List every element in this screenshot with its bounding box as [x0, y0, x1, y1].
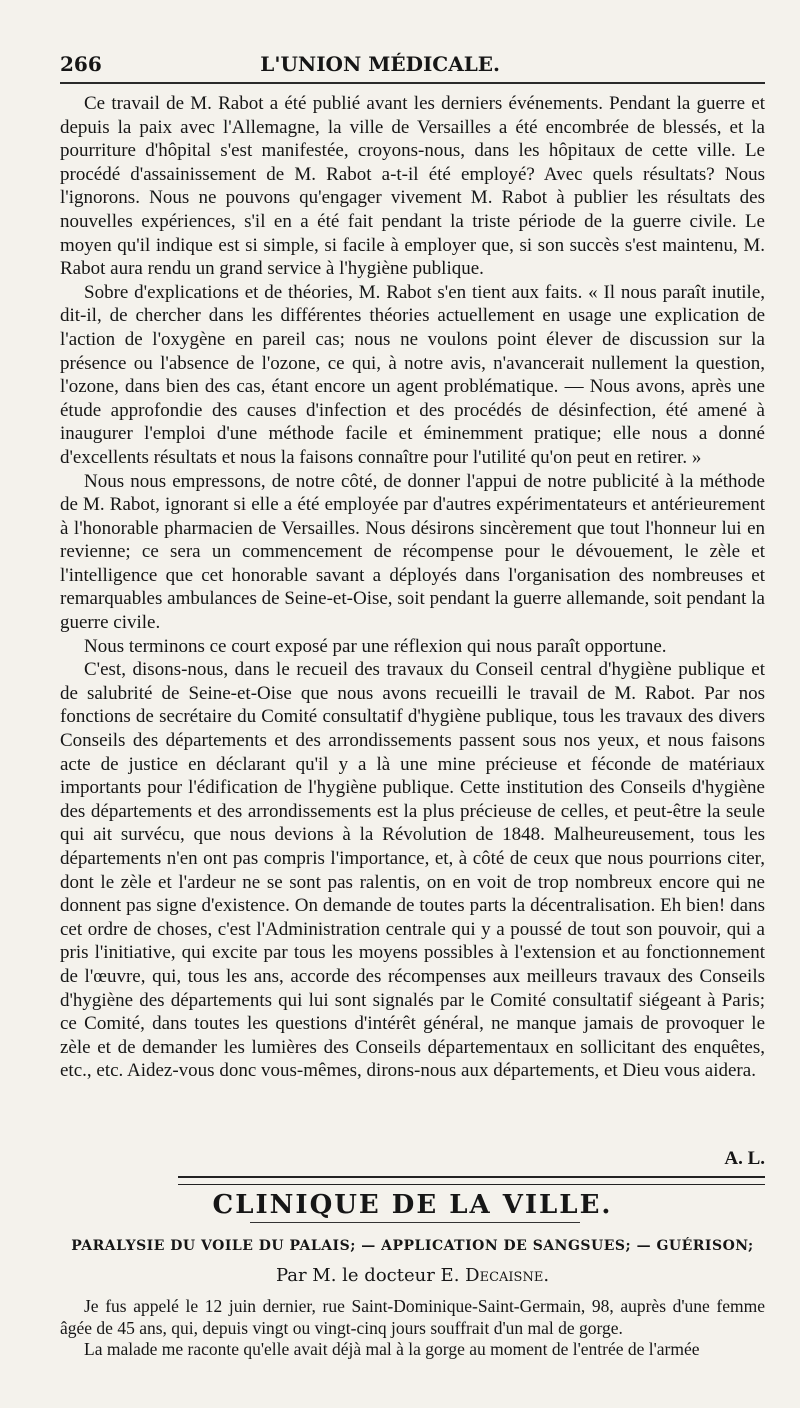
paragraph: C'est, disons-nous, dans le recueil des travaux du Conseil central d'hygiène publique et de salubrité de Seine-et-Oise que nous avons recueilli le travail de M. Rabot. Par nos fonctions de secrétaire du Comité consultatif d'hygiène publique, tous les travaux des divers Conseils des départements et des arrondissements passent sous nos yeux, et nous faisons acte de justice en déclarant qu'il y a là une mine précieuse et féconde de matériaux importants pour l'édification de l'hygiène publique. Cette institution des Conseils d'hygiène des départements et des arrondissements est la plus précieuse de celles, et peut-être la seule qui ait survécu, que nous devions à la Révolution de 1848. Malheureusement, tous les départements n'en ont pas compris l'importance, et, à côté de ceux que nous pourrions citer, dont le zèle et l'ardeur ne se sont pas ralentis, on en voit de trop nombreux encore qui ne donnent pas signe d'existence. On demande de toutes parts la décentralisation. Eh bien! dans cet ordre de choses, c'est l'Administration centrale qui y a poussé de tout son pouvoir, qui a pris l'initiative, qui excite par tous les moyens possibles à l'extension et au fonctionnement de l'œuvre, qui, tous les ans, accorde des récompenses aux meilleurs travaux des Conseils d'hygiène des départements qui lui sont signalés par le Comité consultatif siégeant à Paris; ce Comité, dans toutes les questions d'intérêt général, ne manque jamais de provoquer le zèle et de demander les lumières des Conseils départementaux en sollicitant des enquêtes, etc., etc. Aidez-vous donc vous-mêmes, dirons-nous aux départements, et Dieu vous aidera. [60, 659, 765, 1082]
author-signature: A. L. [724, 1148, 765, 1169]
paragraph: Je fus appelé le 12 juin dernier, rue Saint-Dominique-Saint-Germain, 98, auprès d'une femme âgée de 45 ans, qui, depuis vingt ou vingt-cinq jours souffrait d'un mal de gorge. [60, 1296, 765, 1338]
paragraph: Nous nous empressons, de notre côté, de donner l'appui de notre publicité à la méthode de M. Rabot, ignorant si elle a été employée par d'autres expérimentateurs et antérieurement à l'honorable pharmacien de Versailles. Nous désirons sincèrement que tout l'honneur lui en revienne; ce sera un commencement de récompense pour le dévouement, le zèle et l'intelligence que cet honorable savant a déployés dans l'organisation des nombreuses et remarquables ambulances de Seine-et-Oise, soit pendant la guerre allemande, soit pendant la guerre civile. [60, 470, 765, 634]
paragraph: La malade me raconte qu'elle avait déjà mal à la gorge au moment de l'entrée de l'armée [84, 1339, 700, 1359]
author-name: Decaisne. [465, 1265, 550, 1286]
section-divider [178, 1176, 765, 1185]
header-rule [60, 82, 765, 84]
title-rule [250, 1222, 580, 1223]
paragraph: Sobre d'explications et de théories, M. Rabot s'en tient aux faits. « Il nous paraît inutile, dit-il, de chercher dans les différentes théories actuellement en usage une explication de l'action de l'oxygène en pareil cas; nous ne voulons point élever de discussion sur la présence ou l'absence de l'ozone, ce qui, à notre avis, n'avancerait nullement la question, l'ozone, dans bien des cas, étant encore un agent problématique. — Nous avons, après une étude approfondie des causes d'infection et des procédés de désinfection, été amené à inaugurer l'emploi d'une méthode facile et éminemment pratique; elle nous a donné d'excellents résultats et nous la faisons connaître pour l'utilité qu'on peut en retirer. » [60, 281, 765, 468]
byline-prefix: Par M. le docteur E. [275, 1265, 460, 1286]
clinical-article-body [60, 1296, 765, 1361]
paragraph: Nous terminons ce court exposé par une réflexion qui nous paraît opportune. [84, 635, 667, 657]
article-body [60, 92, 765, 1083]
section-title: CLINIQUE DE LA VILLE. [212, 1190, 613, 1220]
article-subheading: PARALYSIE DU VOILE DU PALAIS; — APPLICATION DE SANGSUES; — GUÉRISON; [71, 1238, 754, 1254]
page-number: 266 [60, 52, 102, 76]
journal-title: L'UNION MÉDICALE. [260, 52, 500, 76]
page-header [60, 48, 760, 76]
byline [60, 1265, 765, 1286]
paragraph: Ce travail de M. Rabot a été publié avant les derniers événements. Pendant la guerre et depuis la paix avec l'Allemagne, la ville de Versailles a été encombrée de blessés, et la pourriture d'hôpital s'est manifestée, croyons-nous, dans les hôpitaux de cette ville. Le procédé d'assainissement de M. Rabot a-t-il été employé? Avec quels résultats? Nous l'ignorons. Nous ne pouvons qu'engager vivement M. Rabot à publier les résultats des nouvelles expériences, s'il en a été fait pendant la triste période de la guerre civile. Le moyen qu'il indique est si simple, si facile à employer que, si son succès s'est maintenu, M. Rabot aura rendu un grand service à l'hygiène publique. [60, 93, 765, 280]
